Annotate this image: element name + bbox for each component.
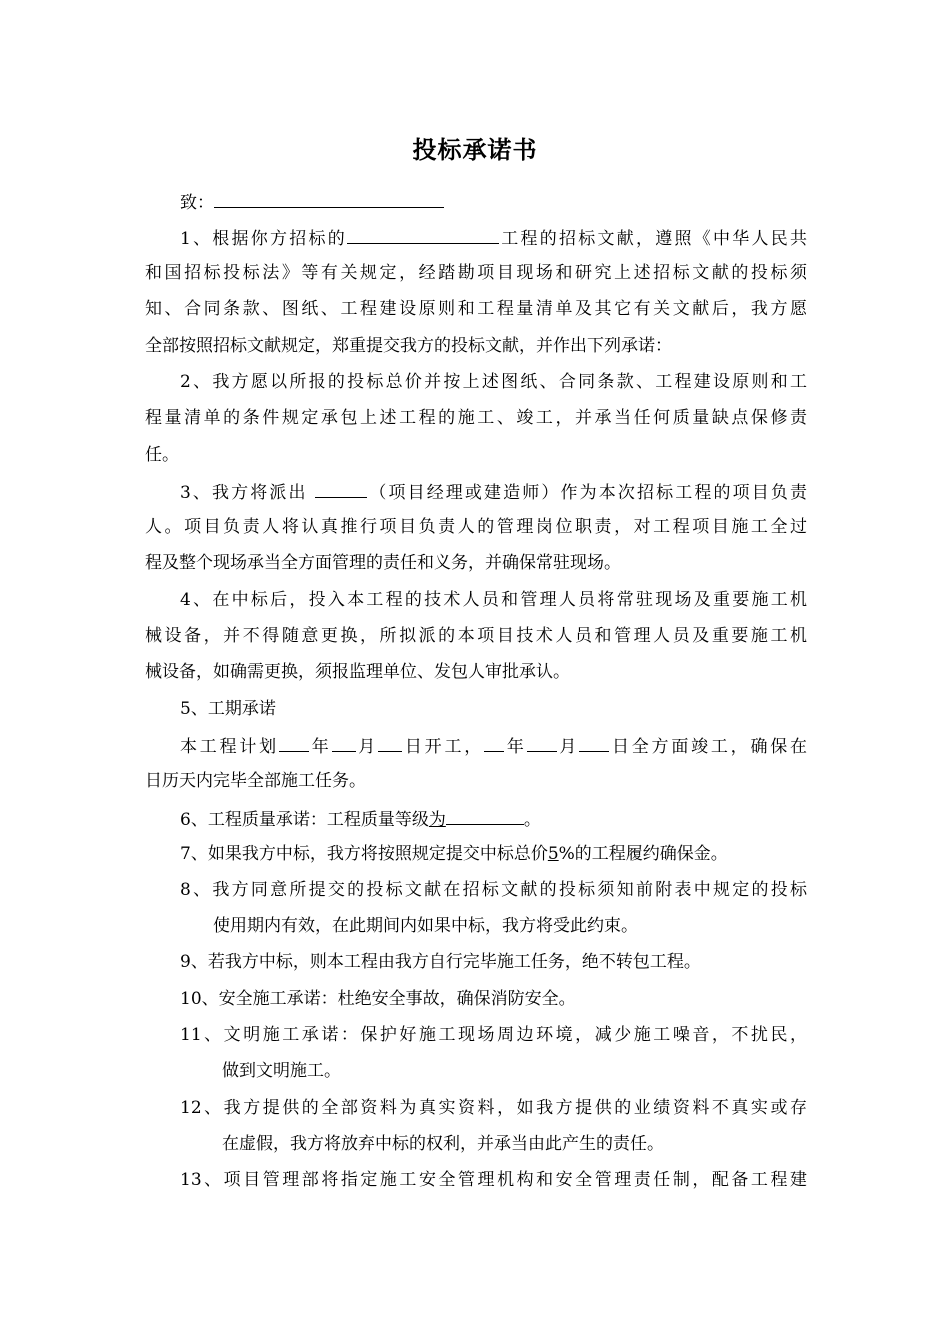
- guarantee-line: 7、如果我方中标，我方将按照规定提交中标总价5%的工程履约确保金。: [180, 844, 728, 864]
- addressee-line: [180, 189, 460, 215]
- para-4-line-2: 械设备，并不得随意更换，所拟派的本项目技术人员和管理人员及重要施工机: [145, 626, 807, 646]
- para-2-line-2: 程量清单的条件规定承包上述工程的施工、竣工，并承当任何质量缺点保修责: [145, 408, 807, 428]
- item-10: 10、安全施工承诺：杜绝安全事故，确保消防安全。: [180, 989, 576, 1009]
- para-2-line-1: 2、我方愿以所报的投标总价并按上述图纸、合同条款、工程建设原则和工: [180, 372, 807, 392]
- para-3-line-2: 人。项目负责人将认真推行项目负责人的管理岗位职责，对工程项目施工全过: [145, 517, 807, 537]
- quality-line: 6、工程质量承诺：工程质量等级为 。: [180, 806, 807, 832]
- manager-blank: [315, 479, 367, 498]
- start-day-blank: [378, 733, 402, 752]
- para-5-heading: 5、工期承诺: [180, 699, 276, 719]
- quality-grade-blank: [446, 806, 524, 825]
- item-9: 9、若我方中标，则本工程由我方自行完毕施工任务，绝不转包工程。: [180, 952, 701, 972]
- document-title: 投标承诺书: [412, 136, 538, 164]
- para-4-line-3: 械设备，如确需更换，须报监理单位、发包人审批承认。: [145, 662, 570, 682]
- para-4-line-1: 4、在中标后，投入本工程的技术人员和管理人员将常驻现场及重要施工机: [180, 590, 807, 610]
- start-month-blank: [332, 733, 356, 752]
- para-1-line-3: 知、合同条款、图纸、工程建设原则和工程量清单及其它有关文献后，我方愿: [145, 299, 807, 319]
- item-12-line-1: 12、我方提供的全部资料为真实资料，如我方提供的业绩资料不真实或存: [180, 1098, 807, 1118]
- para-1-line-1: 1、根据你方招标的 工程的招标文献，遵照《中华人民共: [180, 225, 807, 251]
- addressee-label: 致：: [180, 193, 214, 213]
- item-12-line-2: 在虚假，我方将放弃中标的权利，并承当由此产生的责任。: [222, 1134, 664, 1154]
- item-11-line-2: 做到文明施工。: [222, 1061, 341, 1081]
- item-11-line-1: 11、文明施工承诺：保护好施工现场周边环境，减少施工噪音，不扰民，: [180, 1025, 807, 1045]
- para-1-line-2: 和国招标投标法》等有关规定，经踏勘项目现场和研究上述招标文献的投标须: [145, 263, 807, 283]
- item-13-line-1: 13、项目管理部将指定施工安全管理机构和安全管理责任制，配备工程建: [180, 1170, 807, 1190]
- start-year-blank: [279, 733, 309, 752]
- end-year-blank: [484, 733, 504, 752]
- addressee-blank: [214, 189, 444, 208]
- item-8-line-2: 使用期内有效，在此期间内如果中标，我方将受此约束。: [213, 916, 638, 936]
- project-name-blank: [347, 225, 499, 244]
- schedule-line: 本工程计划 年 月 日开工， 年 月 日全方面竣工，确保在: [180, 733, 807, 759]
- para-3-line-1: 3、我方将派出 （项目经理或建造师）作为本次招标工程的项目负责: [180, 479, 807, 505]
- para-3-line-3: 程及整个现场承当全方面管理的责任和义务，并确保常驻现场。: [145, 553, 621, 573]
- end-month-blank: [527, 733, 557, 752]
- para-1-line-4: 全部按照招标文献规定，郑重提交我方的投标文献，并作出下列承诺：: [145, 336, 672, 356]
- end-day-blank: [579, 733, 609, 752]
- schedule-line-2: 日历天内完毕全部施工任务。: [145, 771, 366, 791]
- item-8-line-1: 8、我方同意所提交的投标文献在招标文献的投标须知前附表中规定的投标: [180, 880, 807, 900]
- para-2-line-3: 任。: [145, 445, 179, 465]
